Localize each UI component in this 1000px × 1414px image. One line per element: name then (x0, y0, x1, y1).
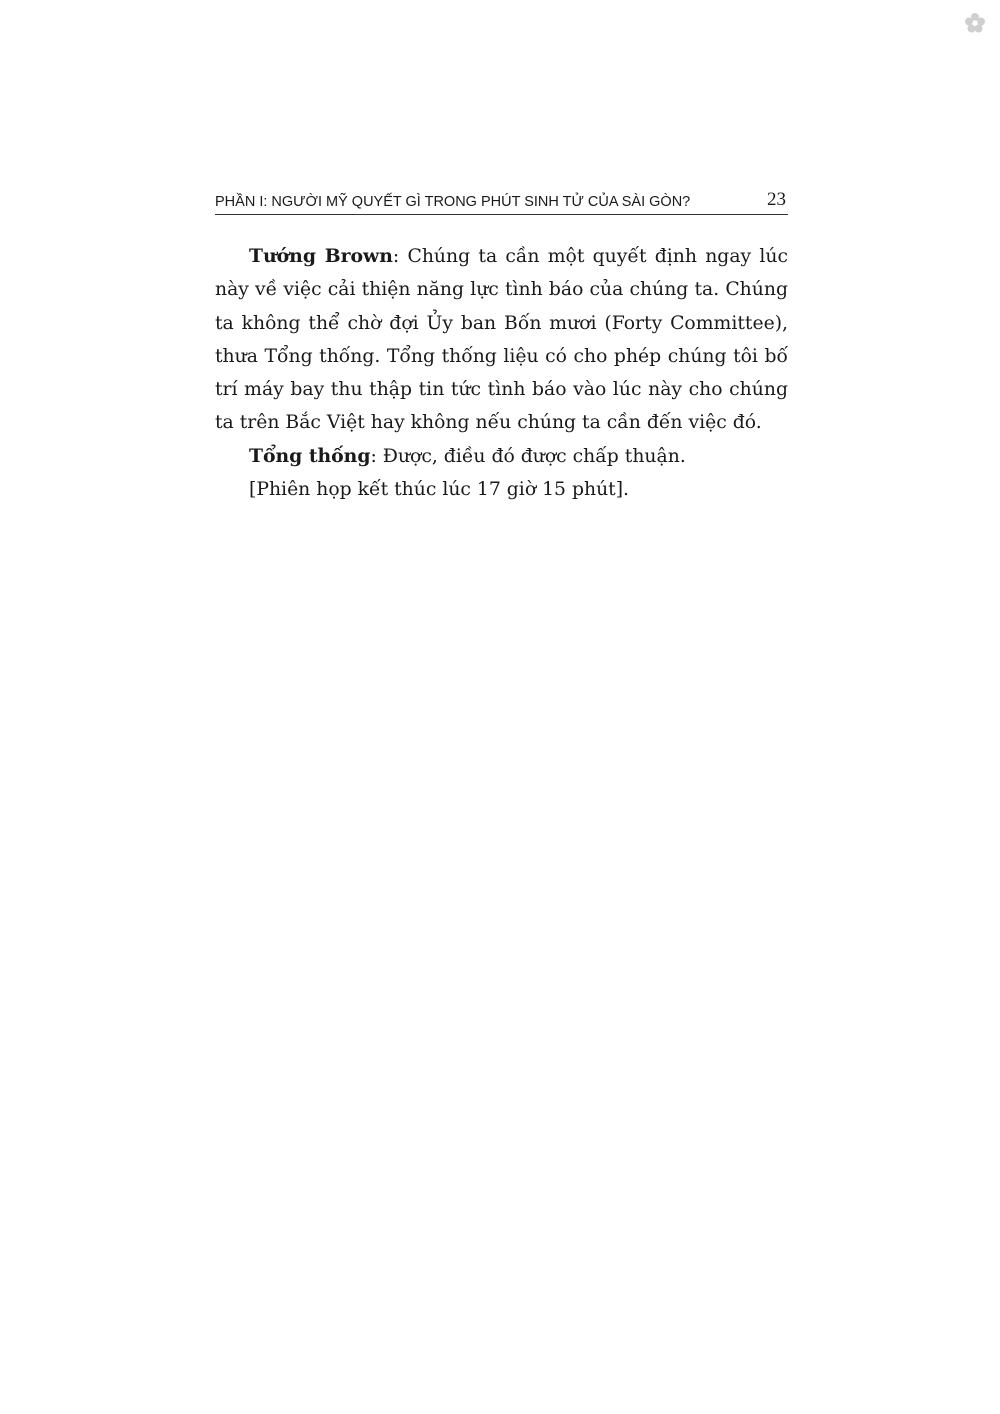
body-text (215, 240, 788, 506)
speaker-name: Tổng thống (249, 444, 371, 467)
header-title: PHẦN I: NGƯỜI MỸ QUYẾT GÌ TRONG PHÚT SINH TỬ CỦA SÀI GÒN? (215, 194, 691, 210)
flower-ornament-icon (964, 12, 986, 34)
paragraph-text: [Phiên họp kết thúc lúc 17 giờ 15 phút]. (249, 479, 630, 501)
running-header (215, 188, 788, 215)
paragraph (215, 240, 788, 440)
paragraph (215, 473, 788, 506)
page-number: 23 (767, 189, 786, 210)
paragraph-text: : Chúng ta cần một quyết định ngay lúc này về việc cải thiện năng lực tình báo của chúng ta. Chúng ta không thể chờ đợi Ủy ban Bốn mươi (Forty Committee), thưa Tổng thống. Tổng thống liệu có cho phép chúng tôi bố trí máy bay thu thập tin tức tình báo vào lúc này cho chúng ta trên Bắc Việt hay không nếu chúng ta cần đến việc đó. (215, 246, 788, 434)
speaker-name: Tướng Brown (249, 245, 393, 267)
paragraph-text: : Được, điều đó được chấp thuận. (370, 445, 686, 467)
paragraph (215, 440, 788, 473)
